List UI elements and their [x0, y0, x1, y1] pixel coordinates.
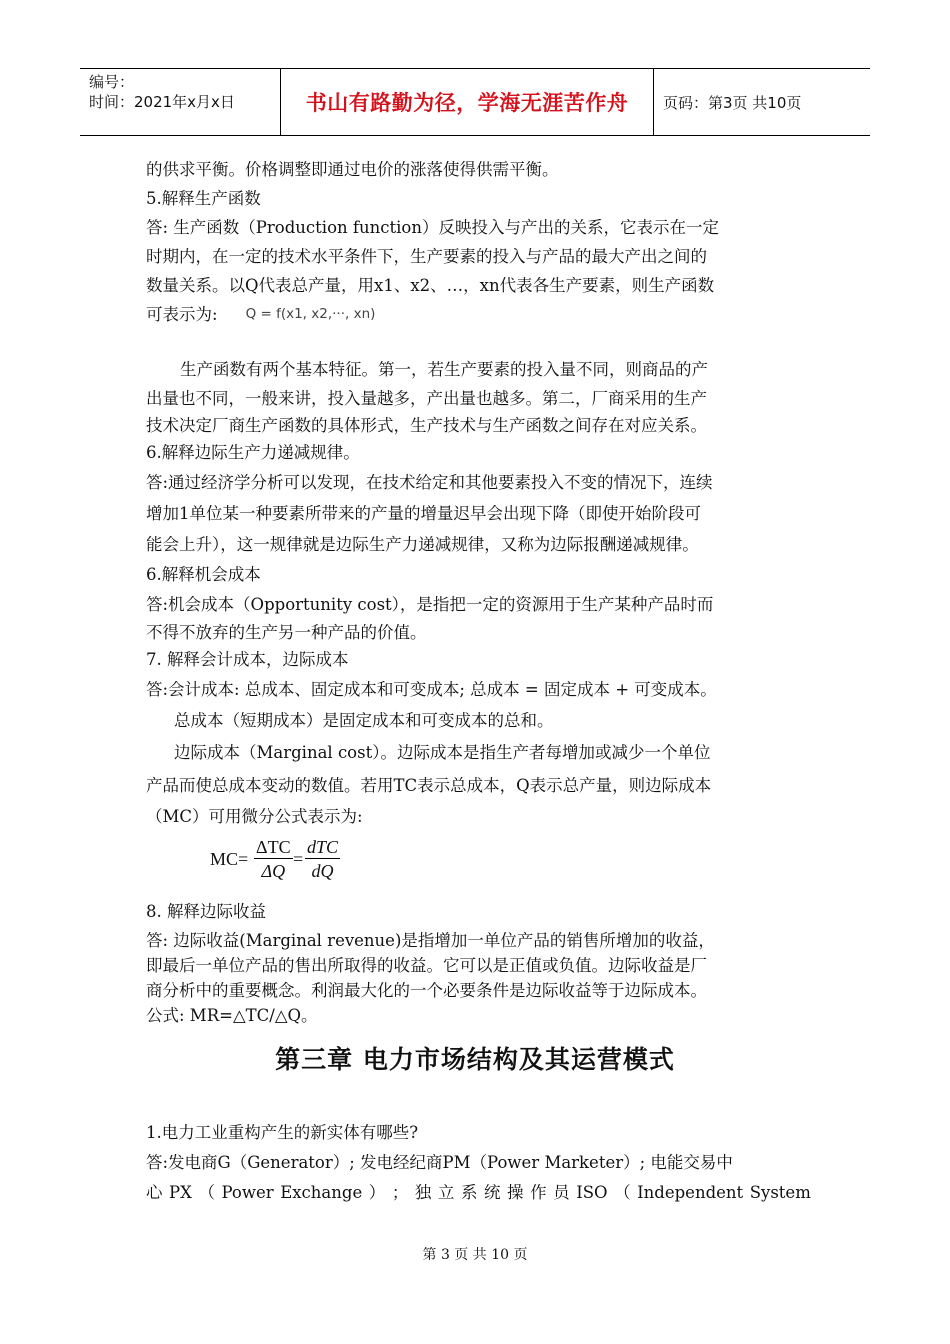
- question-heading: 6.解释边际生产力递减规律。: [146, 443, 360, 462]
- page-header: [80, 68, 870, 136]
- paragraph-line: 答: 边际收益(Marginal revenue)是指增加一单位产品的销售所增加的收益，: [146, 931, 715, 950]
- header-motto: 书山有路勤为径，学海无涯苦作舟: [305, 91, 629, 115]
- word: ISO: [576, 1183, 608, 1202]
- marginal-cost-formula: [210, 832, 811, 896]
- fraction-derivative: [305, 836, 340, 883]
- paragraph-line: 答: 生产函数（Production function）反映投入与产出的关系，它表示在一定: [146, 218, 719, 237]
- fraction-numerator: dTC: [307, 837, 339, 857]
- word: 立: [437, 1183, 455, 1202]
- word: 员: [553, 1183, 570, 1202]
- word: PX: [169, 1183, 192, 1202]
- word: System: [749, 1183, 811, 1202]
- question-heading: 7. 解释会计成本，边际成本: [146, 650, 349, 669]
- word: （: [614, 1183, 631, 1202]
- paragraph-line: [146, 300, 811, 329]
- word: Power: [221, 1183, 274, 1202]
- word: ）: [368, 1183, 386, 1202]
- document-number-label: 编号：: [89, 73, 135, 91]
- word: （: [198, 1183, 215, 1202]
- spacer: [146, 329, 811, 355]
- word: 系: [460, 1183, 478, 1202]
- justified-line: [146, 1178, 811, 1207]
- paragraph-line: 公式: MR=△TC/△Q。: [146, 1006, 318, 1025]
- formula-lhs: MC=: [210, 849, 249, 869]
- paragraph-line: 能会上升），这一规律就是边际生产力递减规律，又称为边际报酬递减规律。: [146, 535, 699, 554]
- word: Independent: [637, 1183, 744, 1202]
- document-date: 时间：2021年x月x日: [89, 93, 235, 111]
- paragraph-line: 时期内，在一定的技术水平条件下，生产要素的投入与产品的最大产出之间的: [146, 247, 707, 266]
- word: 操: [507, 1183, 524, 1202]
- header-meta: [80, 69, 281, 135]
- paragraph-line: 总成本（短期成本）是固定成本和可变成本的总和。: [174, 711, 554, 730]
- main-content: [146, 155, 811, 1028]
- word: 独: [414, 1183, 432, 1202]
- paragraph-line: 边际成本（Marginal cost）。边际成本是指生产者每增加或减少一个单位: [174, 743, 711, 762]
- fraction-delta: [254, 836, 293, 883]
- production-function-formula: Q = f(x1, x2,···, xn): [245, 306, 376, 322]
- word: 作: [530, 1183, 547, 1202]
- fraction-denominator: ΔQ: [261, 861, 286, 881]
- question-heading: 1.电力工业重构产生的新实体有哪些?: [146, 1123, 419, 1142]
- question-heading: 6.解释机会成本: [146, 565, 261, 584]
- header-motto-cell: [281, 69, 654, 135]
- paragraph-line: 不得不放弃的生产另一种产品的价值。: [146, 623, 427, 642]
- paragraph-line: 出量也不同，一般来讲，投入量越多，产出量也越多。第二，厂商采用的生产: [146, 389, 707, 408]
- paragraph-line: 生产函数有两个基本特征。第一，若生产要素的投入量不同，则商品的产: [180, 360, 708, 379]
- paragraph-line: 增加1单位某一种要素所带来的产量的增量迟早会出现下降（即使开始阶段可: [146, 504, 701, 523]
- formula-intro: 可表示为:: [146, 305, 218, 324]
- formula-equals: =: [293, 849, 304, 869]
- fraction-denominator: dQ: [311, 861, 334, 881]
- word: Exchange: [280, 1183, 363, 1202]
- word: 心: [146, 1183, 163, 1202]
- word: ；: [391, 1183, 409, 1202]
- chapter-title: 第三章 电力市场结构及其运营模式: [275, 1045, 675, 1074]
- paragraph-line: 的供求平衡。价格调整即通过电价的涨落使得供需平衡。: [146, 160, 559, 179]
- paragraph-line: 产品而使总成本变动的数值。若用TC表示总成本，Q表示总产量，则边际成本: [146, 776, 712, 795]
- paragraph-line: 答:发电商G（Generator）; 发电经纪商PM（Power Marketer）; 电能交易中: [146, 1153, 733, 1172]
- paragraph-line: 答:会计成本: 总成本、固定成本和可变成本; 总成本 = 固定成本 + 可变成本。: [146, 680, 717, 699]
- paragraph-line: 商分析中的重要概念。利润最大化的一个必要条件是边际收益等于边际成本。: [146, 981, 707, 1000]
- page-footer: 第 3 页 共 10 页: [422, 1247, 528, 1263]
- paragraph-line: 技术决定厂商生产函数的具体形式，生产技术与生产函数之间存在对应关系。: [146, 416, 707, 435]
- word: 统: [484, 1183, 501, 1202]
- paragraph-line: 数量关系。以Q代表总产量，用x1、x2、…，xn代表各生产要素，则生产函数: [146, 276, 715, 295]
- question-heading: 8. 解释边际收益: [146, 902, 266, 921]
- paragraph-line: （MC）可用微分公式表示为:: [146, 807, 363, 826]
- paragraph-line: 即最后一单位产品的售出所取得的收益。它可以是正值或负值。边际收益是厂: [146, 956, 707, 975]
- question-heading: 5.解释生产函数: [146, 189, 261, 208]
- paragraph-line: 答:机会成本（Opportunity cost），是指把一定的资源用于生产某种产品时而: [146, 595, 714, 614]
- fraction-numerator: ΔTC: [256, 837, 291, 857]
- header-page-info: 页码：第3页 共10页: [663, 93, 802, 112]
- paragraph-line: 答:通过经济学分析可以发现，在技术给定和其他要素投入不变的情况下，连续: [146, 473, 713, 492]
- chapter-content: [146, 1118, 811, 1207]
